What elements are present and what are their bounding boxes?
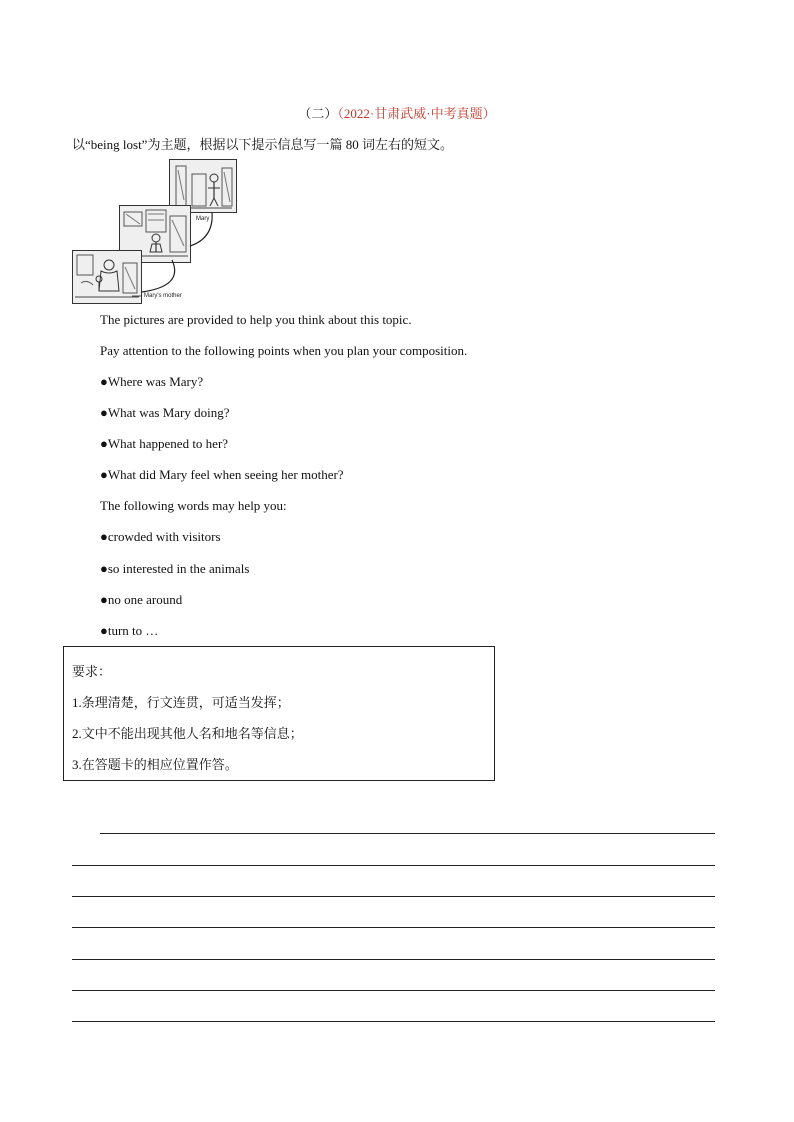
requirement-item: 2.文中不能出现其他人名和地名等信息； [72,726,303,741]
word-hint: ●turn to … [100,623,159,638]
requirements-box [63,646,495,781]
answer-line[interactable] [100,833,715,834]
prompt-line: The pictures are provided to help you think about this topic. [100,312,412,327]
question-source: （2022·甘肃武威·中考真题） [337,106,496,121]
word-hint: ●so interested in the animals [100,561,250,576]
word-hint: ●no one around [100,592,183,607]
word-hint: ●crowded with visitors [100,529,221,544]
picture-label-mary: Mary [196,216,210,222]
answer-line[interactable] [72,1021,715,1022]
requirements-title: 要求： [72,664,112,679]
picture-label-mother: Mary's mother [144,293,182,299]
answer-line[interactable] [72,959,715,960]
connector-arrows [72,158,242,306]
prompt-line: The following words may help you: [100,498,287,513]
task-instruction: 以“being lost”为主题，根据以下提示信息写一篇 80 词左右的短文。 [72,137,453,152]
bullet-point: ●What was Mary doing? [100,405,230,420]
answer-line[interactable] [72,896,715,897]
answer-line[interactable] [72,990,715,991]
requirement-item: 1.条理清楚，行文连贯，可适当发挥； [72,695,290,710]
bullet-point: ●Where was Mary? [100,374,204,389]
answer-line[interactable] [72,865,715,866]
picture-sequence [72,158,242,306]
prompt-line: Pay attention to the following points when you plan your composition. [100,343,468,358]
answer-line[interactable] [72,927,715,928]
question-heading [0,103,794,122]
requirement-item: 3.在答题卡的相应位置作答。 [72,757,238,772]
bullet-point: ●What did Mary feel when seeing her mother? [100,467,344,482]
question-number: （二） [298,106,338,121]
bullet-point: ●What happened to her? [100,436,229,451]
